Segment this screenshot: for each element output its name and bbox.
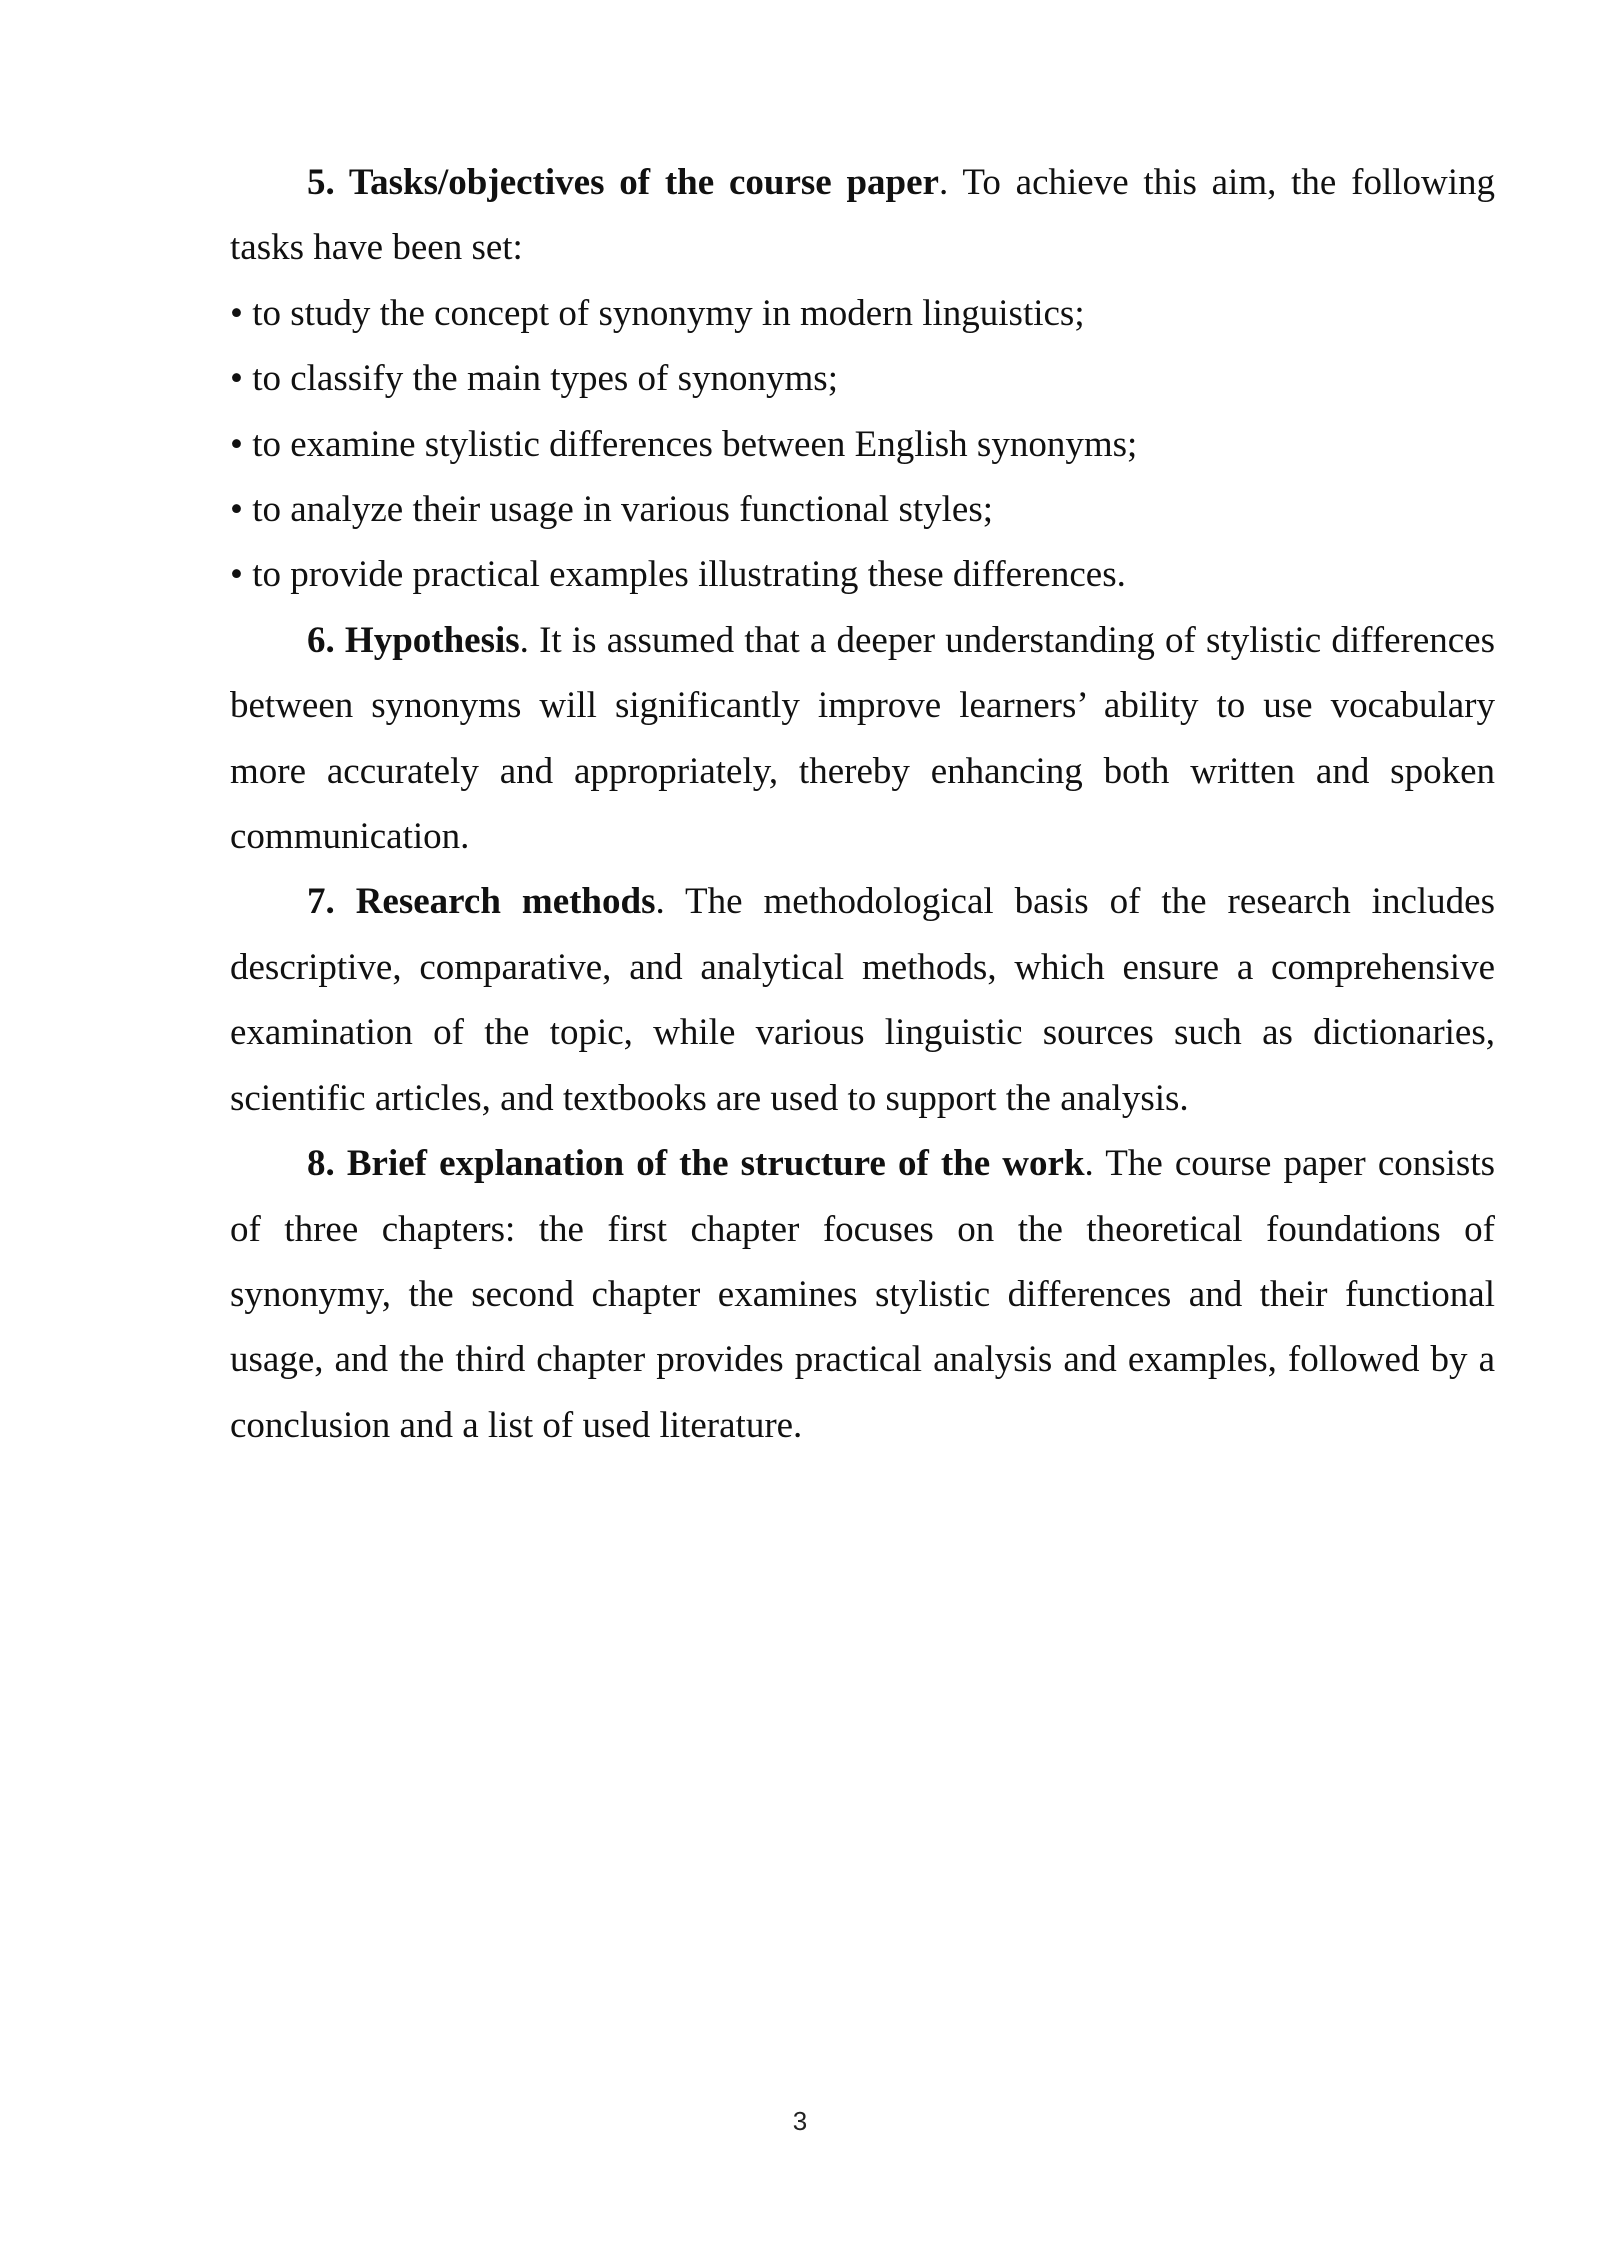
structure-body: . The course paper consists of three chapters: the first chapter focuses on the theoretical foundations of synonymy, the second chapter examines stylistic differences and their functional usage, and the third chapter provides practical analysis and examples, followed by a conclusion and a list of used literature. xyxy=(230,1143,1495,1446)
list-item: • to provide practical examples illustrating these differences. xyxy=(230,554,1126,596)
methods-body: . The methodological basis of the research includes descriptive, comparative, and analytical methods, which ensure a comprehensive examination of the topic, while various linguistic sources such as dictionaries, scientific articles, and textbooks are used to support the analysis. xyxy=(230,881,1495,1119)
tasks-bullet-list xyxy=(230,281,1495,608)
tasks-heading: 5. Tasks/objectives of the course paper xyxy=(307,162,939,203)
page-number: 3 xyxy=(792,2106,808,2136)
methods-paragraph xyxy=(230,869,1495,1131)
methods-heading: 7. Research methods xyxy=(307,881,656,923)
list-item: • to study the concept of synonymy in modern linguistics; xyxy=(230,292,1085,334)
tasks-body: . To achieve this aim, the following tasks have been set: xyxy=(230,162,1496,269)
page-content xyxy=(230,150,1495,1458)
list-item: • to classify the main types of synonyms; xyxy=(230,358,838,400)
list-item: • to examine stylistic differences between English synonyms; xyxy=(230,423,1138,465)
hypothesis-paragraph xyxy=(230,608,1495,870)
structure-heading: 8. Brief explanation of the structure of the work xyxy=(307,1143,1085,1185)
hypothesis-body: . It is assumed that a deeper understanding of stylistic differences between synonyms will significantly improve learners’ ability to use vocabulary more accurately and appropriately, thereby enhancing both written and spoken communication. xyxy=(230,619,1495,858)
list-item: • to analyze their usage in various functional styles; xyxy=(230,489,994,531)
structure-paragraph xyxy=(230,1131,1495,1458)
hypothesis-heading: 6. Hypothesis xyxy=(307,619,520,661)
tasks-paragraph xyxy=(230,150,1495,281)
